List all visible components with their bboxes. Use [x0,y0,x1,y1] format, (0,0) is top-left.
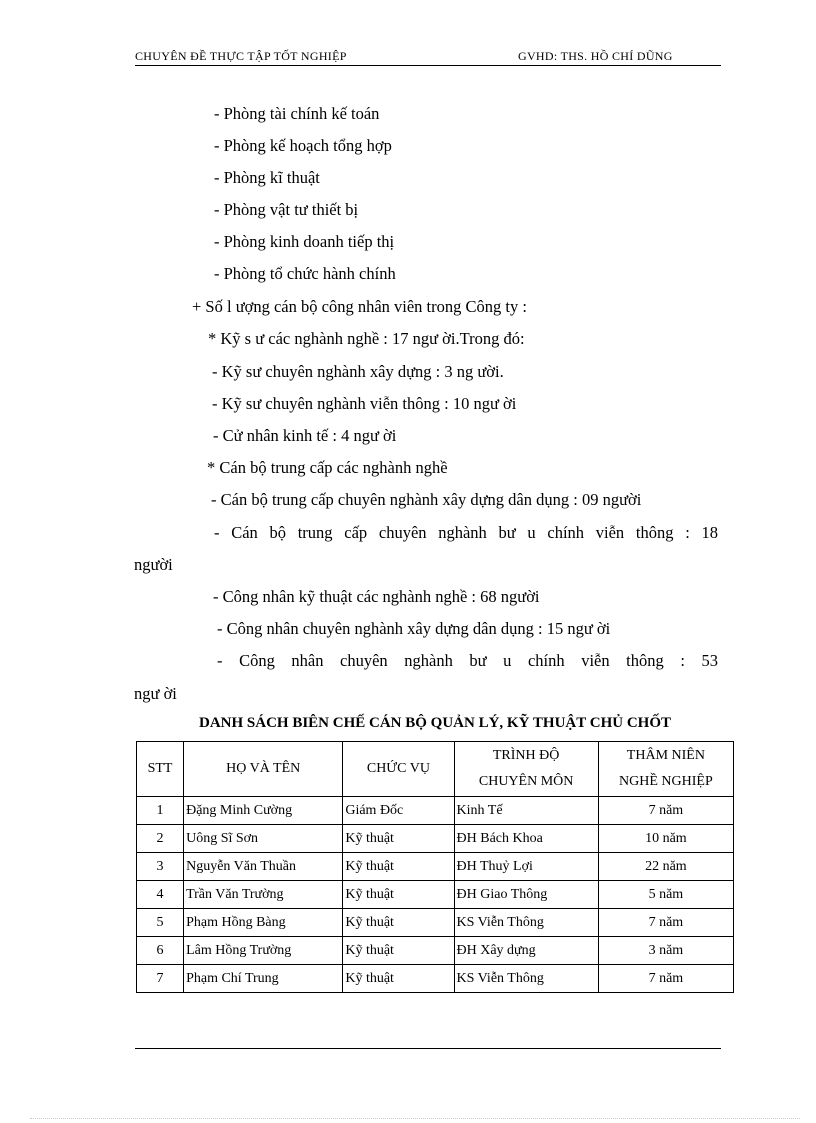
department-item: - Phòng kinh doanh tiếp thị [214,232,395,251]
cell-position: Kỹ thuật [343,853,454,881]
header-rule [135,65,721,66]
col-header-seniority-line1: THÂM NIÊN [626,748,705,763]
cell-stt: 2 [137,825,184,853]
department-item: - Phòng vật tư thiết bị [214,200,359,219]
cell-position: Giám Đốc [343,797,454,825]
mid-level-construction: - Cán bộ trung cấp chuyên nghành xây dựng dân dụng : 09 người [211,490,642,509]
cell-years: 7 năm [598,797,733,825]
cell-years: 3 năm [598,937,733,965]
table-header-row [137,742,734,797]
col-header-stt: STT [137,742,184,797]
table-row [137,937,734,965]
engineer-construction: - Kỹ sư chuyên nghành xây dựng : 3 ng ười. [212,362,504,381]
table-title: DANH SÁCH BIÊN CHẾ CÁN BỘ QUẢN LÝ, KỸ THUẬT CHỦ CHỐT [198,715,671,731]
table-row [137,797,734,825]
cell-years: 7 năm [598,965,733,993]
mid-level-telecom: - Cán bộ trung cấp chuyên nghành bư u chính viễn thông : 18 [214,523,718,542]
department-item: - Phòng tổ chức hành chính [214,264,396,283]
cell-name: Trần Văn Trường [184,881,343,909]
header-supervisor: GVHD: THS. HỒ CHÍ DŨNG [518,49,673,63]
col-header-seniority-line2: NGHỀ NGHIỆP [619,774,713,789]
cell-position: Kỹ thuật [343,937,454,965]
col-header-name: HỌ VÀ TÊN [184,742,343,797]
engineers-heading: * Kỹ s ư các nghành nghề : 17 ngư ời.Trong đó: [208,329,525,348]
workers-all-trades: - Công nhân kỹ thuật các nghành nghề : 68 người [213,587,540,606]
header-thesis-title: CHUYÊN ĐỀ THỰC TẬP TỐT NGHIỆP [135,49,347,63]
cell-stt: 5 [137,909,184,937]
col-header-seniority [598,742,733,797]
cell-name: Lâm Hồng Trường [184,937,343,965]
cell-years: 5 năm [598,881,733,909]
cell-name: Đặng Minh Cường [184,797,343,825]
cell-stt: 7 [137,965,184,993]
mid-level-heading: * Cán bộ trung cấp các nghành nghề [207,458,448,477]
cell-degree: ĐH Giao Thông [454,881,598,909]
table-row [137,881,734,909]
cell-degree: ĐH Bách Khoa [454,825,598,853]
workers-telecom-continued: ngư ời [134,684,177,703]
cell-degree: KS Viễn Thông [454,965,598,993]
table-row [137,965,734,993]
cell-name: Phạm Hồng Bàng [184,909,343,937]
cell-stt: 1 [137,797,184,825]
page-bottom-edge [30,1118,800,1119]
cell-position: Kỹ thuật [343,825,454,853]
workers-construction: - Công nhân chuyên nghành xây dựng dân dụng : 15 ngư ời [217,619,611,638]
cell-degree: ĐH Xây dựng [454,937,598,965]
col-header-degree-line2: CHUYÊN MÔN [478,774,574,789]
cell-stt: 4 [137,881,184,909]
staff-table [136,741,734,993]
table-row [137,853,734,881]
table-row [137,909,734,937]
col-header-degree-line1: TRÌNH ĐỘ [492,748,560,763]
cell-years: 10 năm [598,825,733,853]
cell-years: 7 năm [598,909,733,937]
bachelor-economics: - Cử nhân kinh tế : 4 ngư ời [213,426,397,445]
mid-level-telecom-continued: người [134,555,173,574]
staff-intro: + Số l ượng cán bộ công nhân viên trong Công ty : [192,297,527,316]
cell-stt: 6 [137,937,184,965]
department-item: - Phòng tài chính kế toán [214,104,380,123]
engineer-telecom: - Kỹ sư chuyên nghành viễn thông : 10 ngư ời [212,394,517,413]
cell-name: Uông Sĩ Sơn [184,825,343,853]
cell-position: Kỹ thuật [343,965,454,993]
col-header-position: CHỨC VỤ [343,742,454,797]
cell-degree: ĐH Thuỷ Lợi [454,853,598,881]
department-item: - Phòng kĩ thuật [214,168,320,187]
cell-degree: KS Viễn Thông [454,909,598,937]
col-header-degree [454,742,598,797]
cell-position: Kỹ thuật [343,881,454,909]
table-row [137,825,734,853]
cell-degree: Kinh Tế [454,797,598,825]
cell-years: 22 năm [598,853,733,881]
cell-name: Phạm Chí Trung [184,965,343,993]
cell-stt: 3 [137,853,184,881]
workers-telecom: - Công nhân chuyên nghành bư u chính viễn thông : 53 [217,651,718,670]
department-item: - Phòng kế hoạch tổng hợp [214,136,392,155]
cell-name: Nguyễn Văn Thuần [184,853,343,881]
footer-rule [135,1048,721,1049]
cell-position: Kỹ thuật [343,909,454,937]
